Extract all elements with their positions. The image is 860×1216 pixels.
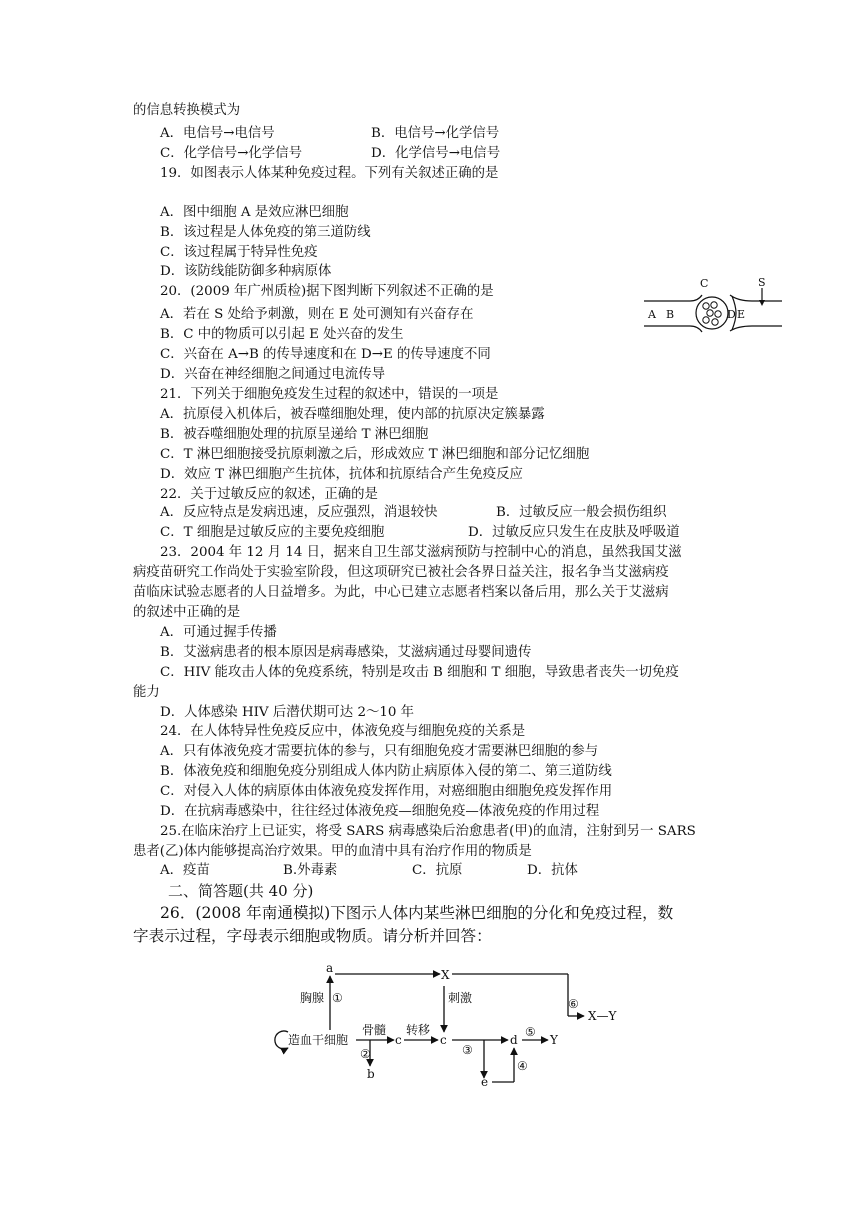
label-s: S <box>758 276 766 289</box>
q23-stem-line4: 的叙述中正确的是 <box>133 605 241 620</box>
q21-stem: 21．下列关于细胞免疫发生过程的叙述中，错误的一项是 <box>160 387 499 402</box>
q25-option-c: C．抗原 <box>412 863 463 878</box>
q25-stem-line2: 患者(乙)体内能够提高治疗效果。甲的血清中具有治疗作用的物质是 <box>133 844 532 859</box>
q19-option-d: D．该防线能防御多种病原体 <box>160 264 332 279</box>
q24-stem: 24．在人体特异性免疫反应中，体液免疫与细胞免疫的关系是 <box>160 724 526 739</box>
q22-option-b: B．过敏反应一般会损伤组织 <box>496 505 667 520</box>
q25-option-d: D．抗体 <box>527 863 578 878</box>
q19-option-c: C．该过程属于特异性免疫 <box>160 245 318 260</box>
label-b: B <box>666 308 675 321</box>
q23-option-c-cont: 能力 <box>133 685 160 700</box>
step-3: ③ <box>462 1043 473 1057</box>
step-5: ⑤ <box>525 1025 536 1039</box>
stimulus-arrow-icon <box>759 300 765 306</box>
q18-option-d: D．化学信号→电信号 <box>371 146 501 161</box>
label-c: C <box>700 277 709 290</box>
q20-stem: 20．(2009 年广州质检)据下图判断下列叙述不正确的是 <box>160 284 494 299</box>
label-thymus: 胸腺 <box>300 991 325 1005</box>
q23-stem-line2: 病疫苗研究工作尚处于实验室阶段，但这项研究已被社会各界日益关注，报名争当艾滋病疫 <box>133 565 669 580</box>
node-x: X <box>441 968 450 982</box>
q23-option-c: C．HIV 能攻击人体的免疫系统，特别是攻击 B 细胞和 T 细胞，导致患者丧失一切免疫 <box>160 665 679 680</box>
label-e: E <box>737 308 746 321</box>
q20-option-c: C．兴奋在 A→B 的传导速度和在 D→E 的传导速度不同 <box>160 347 491 362</box>
q22-stem: 22．关于过敏反应的叙述，正确的是 <box>160 487 378 502</box>
section-heading: 二、简答题(共 40 分) <box>168 882 314 900</box>
node-y: Y <box>550 1033 558 1047</box>
node-xy: X—Y <box>588 1009 617 1023</box>
node-d: d <box>510 1033 518 1047</box>
label-marrow: 骨髓 <box>362 1023 387 1037</box>
q25-option-b: B.外毒素 <box>283 863 338 878</box>
q24-option-d: D．在抗病毒感染中，往往经过体液免疫—细胞免疫—体液免疫的作用过程 <box>160 804 600 819</box>
q18-option-a: A．电信号→电信号 <box>160 126 275 141</box>
q21-option-b: B．被吞噬细胞处理的抗原呈递给 T 淋巴细胞 <box>160 427 429 442</box>
label-stimulus: 刺激 <box>448 991 473 1005</box>
label-transfer: 转移 <box>406 1023 431 1037</box>
q23-option-b: B．艾滋病患者的根本原因是病毒感染，艾滋病通过母婴间遗传 <box>160 645 532 660</box>
q24-option-c: C．对侵入人体的病原体由体液免疫发挥作用，对癌细胞由细胞免疫发挥作用 <box>160 784 613 799</box>
q20-option-a: A．若在 S 处给予刺激，则在 E 处可测知有兴奋存在 <box>160 307 474 322</box>
q18-option-c: C．化学信号→化学信号 <box>160 146 302 161</box>
q25-stem-line1: 25.在临床治疗上已证实，将受 SARS 病毒感染后治愈患者(甲)的血清，注射到另一 SARS <box>160 824 696 839</box>
q19-option-a: A．图中细胞 A 是效应淋巴细胞 <box>160 205 349 220</box>
q21-option-a: A．抗原侵入机体后，被吞噬细胞处理，使内部的抗原决定簇暴露 <box>160 407 545 422</box>
q22-option-a: A．反应特点是发病迅速，反应强烈，消退较快 <box>160 505 438 520</box>
q22-option-c: C．T 细胞是过敏反应的主要免疫细胞 <box>160 525 385 540</box>
node-e: e <box>481 1075 489 1088</box>
label-d: D <box>727 308 736 321</box>
q18-stem-tail: 的信息转换模式为 <box>133 103 241 118</box>
q20-option-b: B．C 中的物质可以引起 E 处兴奋的发生 <box>160 327 404 342</box>
q19-option-b: B．该过程是人体免疫的第三道防线 <box>160 225 371 240</box>
q23-stem-line1: 23．2004 年 12 月 14 日，据来自卫生部艾滋病预防与控制中心的消息，虽然我国艾滋 <box>160 545 682 560</box>
q18-option-b: B．电信号→化学信号 <box>371 126 500 141</box>
q21-option-c: C．T 淋巴细胞接受抗原刺激之后，形成效应 T 淋巴细胞和部分记忆细胞 <box>160 447 590 462</box>
node-a: a <box>326 962 334 975</box>
q23-stem-line3: 苗临床试验志愿者的人日益增多。为此，中心已建立志愿者档案以备后用，那么关于艾滋病 <box>133 585 669 600</box>
step-4: ④ <box>517 1059 528 1073</box>
node-b: b <box>367 1067 375 1081</box>
node-c2: c <box>440 1033 447 1047</box>
q21-option-d: D．效应 T 淋巴细胞产生抗体，抗体和抗原结合产生免疫反应 <box>160 467 523 482</box>
node-c1: c <box>395 1033 402 1047</box>
lymphocyte-diagram <box>270 962 650 1088</box>
q24-option-b: B．体液免疫和细胞免疫分别组成人体内防止病原体入侵的第二、第三道防线 <box>160 764 612 779</box>
q26-stem-line2: 字表示过程，字母表示细胞或物质。请分析并回答： <box>133 927 492 945</box>
q20-option-d: D．兴奋在神经细胞之间通过电流传导 <box>160 367 385 382</box>
q23-option-a: A．可通过握手传播 <box>160 625 277 640</box>
step-6: ⑥ <box>568 997 579 1011</box>
q22-option-d: D．过敏反应只发生在皮肤及呼吸道 <box>468 525 680 540</box>
q23-option-d: D．人体感染 HIV 后潜伏期可达 2～10 年 <box>160 705 415 720</box>
q24-option-a: A．只有体液免疫才需要抗体的参与，只有细胞免疫才需要淋巴细胞的参与 <box>160 744 599 759</box>
q19-stem: 19．如图表示人体某种免疫过程。下列有关叙述正确的是 <box>160 166 499 181</box>
q25-option-a: A．疫苗 <box>160 863 210 878</box>
synapse-diagram <box>640 276 790 338</box>
node-stem-cell: 造血干细胞 <box>288 1033 349 1047</box>
label-a: A <box>648 308 656 321</box>
step-2: ② <box>360 1047 371 1061</box>
q26-stem-line1: 26．(2008 年南通模拟)下图示人体内某些淋巴细胞的分化和免疫过程，数 <box>160 904 674 922</box>
step-1: ① <box>332 991 343 1005</box>
